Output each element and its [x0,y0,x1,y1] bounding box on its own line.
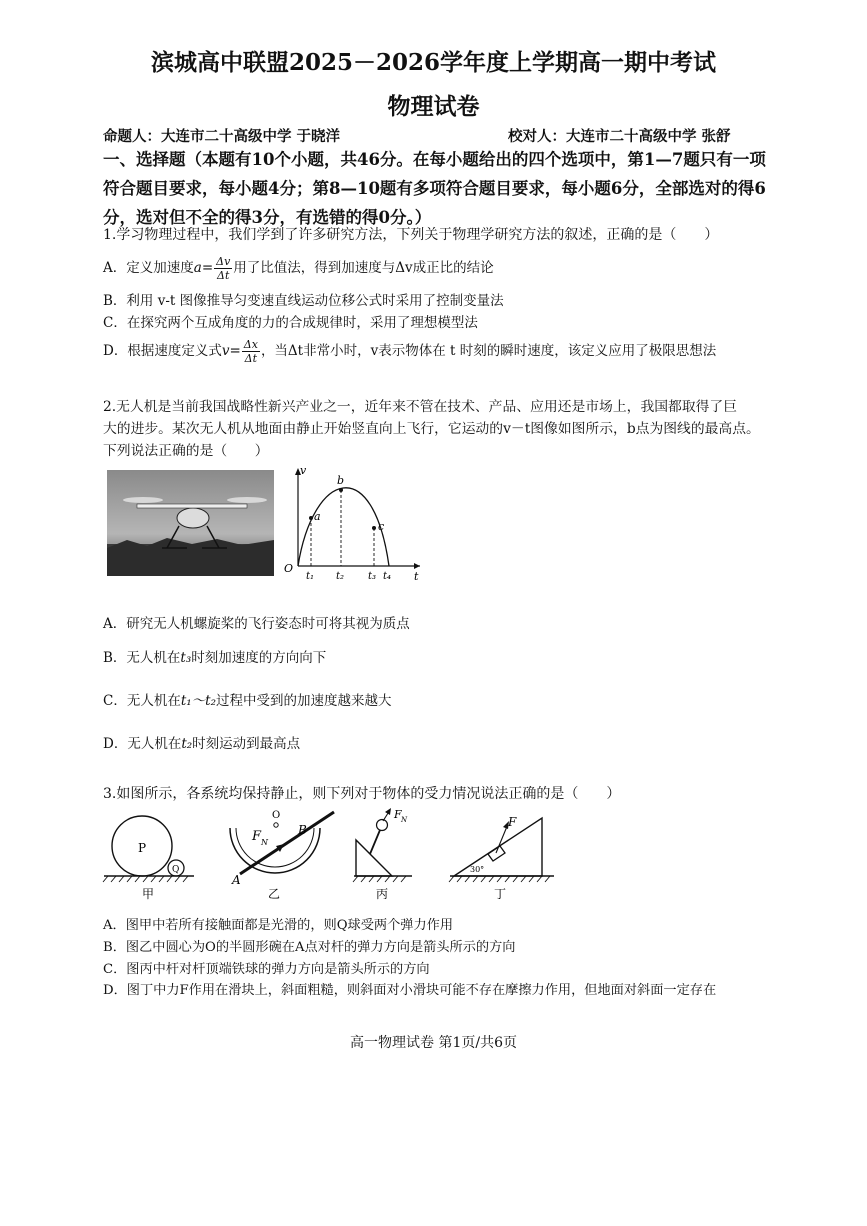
ground-hatch [353,876,406,882]
point-c-dot [372,526,376,530]
var-v: v [221,343,230,359]
question-2-line-1: 2.无人机是当前我国战略性新兴产业之一，近年来不管在技术、产品、应用还是市场上，我国都取得了巨 [103,399,738,415]
origin-label: O [284,562,294,575]
point-a-label: a [314,510,321,523]
question-1-option-c: C．在探究两个互成角度的力的合成规律时，采用了理想模型法 [103,315,478,331]
point-b-label: b [337,474,345,487]
author-label: 命题人：大连市二十高级中学 于晓洋 [103,128,341,145]
force-arrow [242,846,282,872]
label-b: B [298,823,307,837]
question-2-option-c [103,689,793,709]
figure-jia [102,812,200,904]
drone-photo [107,470,274,576]
question-3-option-b: B．图乙中圆心为O的半圆形碗在A点对杆的弹力方向是箭头所示的方向 [103,940,516,955]
exam-title: 滨城高中联盟2025－2026学年度上学期高一期中考试 [150,49,717,76]
caption-ding: 丁 [494,887,507,901]
figure-ding [448,806,560,904]
question-2-option-b [103,646,793,666]
point-c-label: c [378,520,385,533]
label-f: F [252,829,262,844]
label-f-sub: N [261,838,268,847]
fraction-dx-dt [242,338,260,365]
question-2-option-a: A．研究无人机螺旋桨的飞行姿态时可将其视为质点 [103,616,410,632]
question-3-option-a: A．图甲中若所有接触面都是光滑的，则Q球受两个弹力作用 [103,918,454,933]
label-f: F [508,815,517,829]
section-line-1: 一、选择题（本题有10个小题，共46分。在每小题给出的四个选项中，第1—7题只有一项 [103,150,766,169]
question-1-stem: 1.学习物理过程中，我们学到了许多研究方法，下列关于物理学研究方法的叙述，正确的是（ ） [103,227,719,243]
reviewer-label: 校对人：大连市二十高级中学 张舒 [508,128,731,145]
figure-bing [350,806,434,904]
t2-label: t₂ [336,571,345,582]
fraction-denominator: Δt [217,269,230,282]
exam-subtitle: 物理试卷 [387,93,480,120]
v-t-graph [278,462,428,587]
section-instructions [103,145,775,232]
ground-hatch [449,876,550,882]
t4-label: t₄ [383,571,392,582]
option-d-suffix: ，当Δt非常小时，v表示物体在 t 时刻的瞬时速度，该定义应用了极限思想法 [260,343,717,359]
fraction-numerator: Δv [216,255,231,268]
option-c-suffix: 过程中受到的加速度越来越大 [216,693,392,709]
fraction-numerator: Δx [243,338,258,351]
label-q: Q [172,865,180,875]
ground-hatch [103,876,188,882]
rod [370,830,380,854]
question-3-stem: 3.如图所示，各系统均保持静止，则下列对于物体的受力情况说法正确的是（ ） [103,786,621,802]
var-t1-t2: t₁～t₂ [180,693,217,709]
label-o: O [272,810,281,821]
option-b-suffix: 时刻加速度的方向向下 [191,650,327,666]
question-2-line-2: 大的进步。某次无人机从地面由静止开始竖直向上飞行，它运动的v－t图像如图所示，b点为图线的最高点。 [103,421,760,437]
label-p: P [138,841,147,855]
point-a-dot [309,516,313,520]
caption-yi: 乙 [268,887,281,901]
question-2-stem [103,396,803,462]
point-b-dot [339,488,343,492]
label-f: F [394,808,402,821]
fraction-dv-dt [214,255,232,282]
slider-block [488,846,505,861]
fraction-denominator: Δt [244,352,258,365]
question-3-option-c: C．图丙中杆对杆顶端铁球的弹力方向是箭头所示的方向 [103,962,430,977]
t-axis-arrow [414,563,420,569]
question-1-option-a [103,255,793,282]
t1-label: t₁ [306,571,315,582]
option-d-suffix: 时刻运动到最高点 [192,736,301,752]
question-1-option-d [103,338,793,365]
var-t3: t₃ [180,650,192,666]
equals-sign: = [229,343,241,359]
page-footer: 高一物理试卷 第1页/共6页 [350,1035,517,1051]
figure-yi [222,808,340,904]
option-a-suffix: 用了比值法，得到加速度与Δv成正比的结论 [233,260,494,276]
caption-jia: 甲 [142,887,155,901]
label-a: A [232,873,241,887]
center-o-dot [274,823,278,827]
section-line-2: 符合题目要求，每小题4分；第8—10题有多项符合题目要求，每小题6分，全部选对的得6 [103,179,766,198]
equals-sign: = [201,260,214,276]
option-a-prefix: A．定义加速度 [103,260,194,276]
question-3-option-d: D．图丁中力F作用在滑块上，斜面粗糙，则斜面对小滑块可能不存在摩擦力作用，但地面对斜面一定存在 [103,983,717,998]
option-d-prefix: D．根据速度定义式 [103,343,222,359]
question-2-line-3: 下列说法正确的是（ ） [103,443,269,459]
v-axis-label: v [300,464,307,477]
option-b-prefix: B．无人机在 [103,650,181,666]
label-f-sub: N [401,816,408,824]
caption-bing: 丙 [376,887,389,901]
t-axis-label: t [414,570,419,583]
var-t2: t₂ [181,736,193,752]
section-line-3: 分，选对但不全的得3分，有选错的得0分。） [103,208,432,227]
drone-photo-drawing [107,470,274,576]
option-c-prefix: C．无人机在 [103,693,181,709]
question-2-option-d [103,732,793,752]
angle-label: 30° [470,865,485,874]
question-1-option-b: B．利用 v-t 图像推导匀变速直线运动位移公式时采用了控制变量法 [103,293,504,309]
option-d-prefix: D．无人机在 [103,736,182,752]
t3-label: t₃ [368,571,377,582]
iron-ball [377,820,388,831]
var-a: a [193,260,202,276]
